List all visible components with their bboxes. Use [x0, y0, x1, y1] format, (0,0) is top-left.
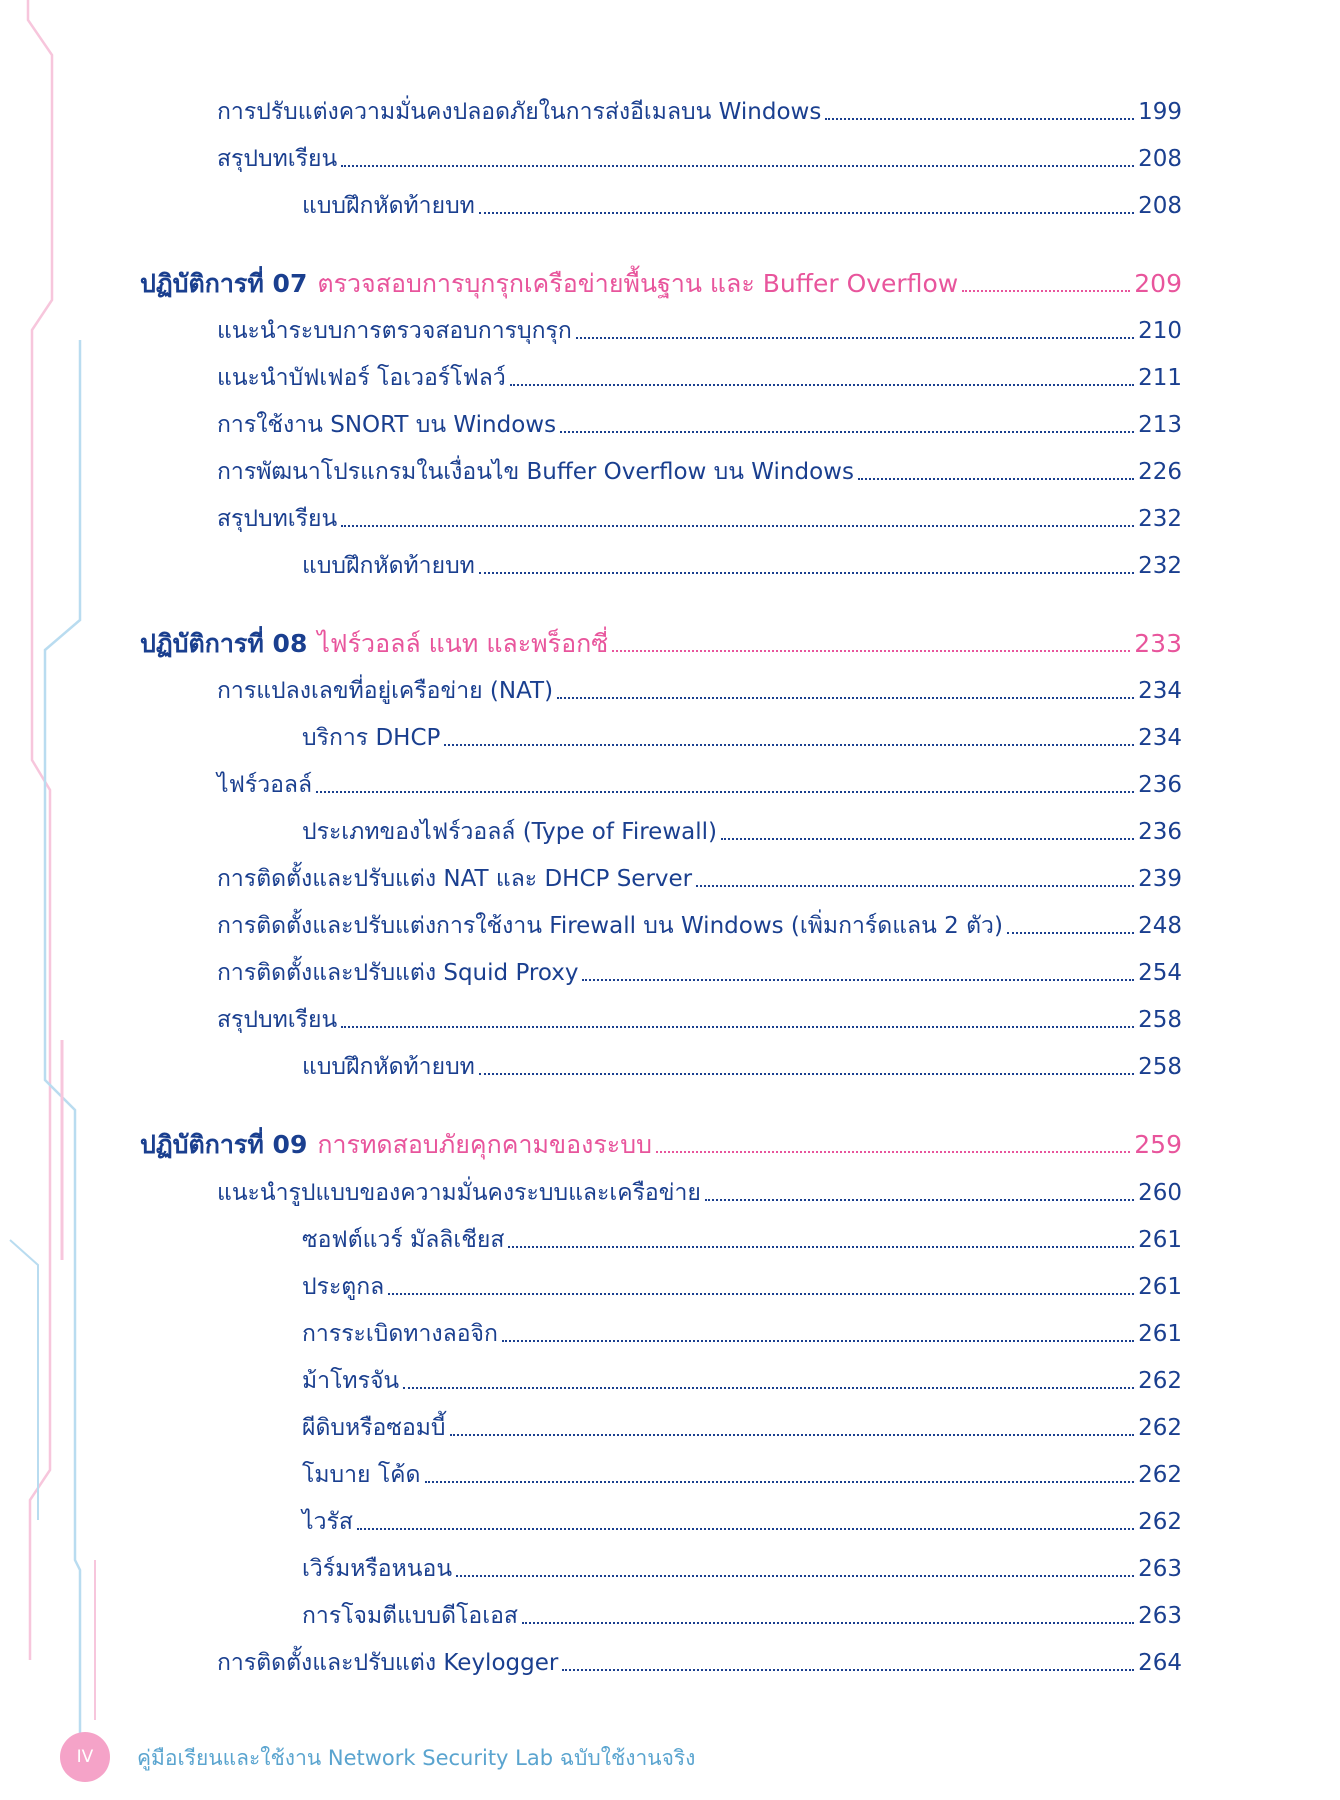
dot-leader — [696, 885, 1134, 887]
toc-entry-title: ไวรัส — [302, 1509, 353, 1535]
toc-page-number: 226 — [1138, 459, 1182, 485]
chapter-title: ตรวจสอบการบุกรุกเครือข่ายพื้นฐาน และ Buffer Overflow — [317, 269, 959, 298]
toc-entry — [217, 760, 1182, 800]
dot-leader — [316, 791, 1134, 793]
dot-leader — [562, 1669, 1134, 1671]
toc-entry-label — [217, 958, 578, 988]
toc-page-number: 258 — [1138, 1054, 1182, 1080]
toc-entry-title: แนะนำระบบการตรวจสอบการบุกรุก — [217, 318, 572, 344]
toc-chapter-heading — [140, 1120, 1182, 1160]
toc-entry-label — [302, 1554, 452, 1584]
toc-page-number: 232 — [1138, 506, 1182, 532]
toc-entry — [217, 87, 1182, 127]
toc-entry-title: การโจมตีแบบดีโอเอส — [302, 1603, 518, 1629]
toc-entry-label — [140, 1130, 652, 1160]
toc-entry — [302, 1544, 1182, 1584]
toc-entry-label — [302, 191, 475, 221]
toc-entry-label — [217, 316, 572, 346]
chapter-title: ไฟร์วอลล์ แนท และพร็อกซี่ — [317, 629, 609, 658]
dot-leader — [510, 384, 1134, 386]
toc-entry-label — [302, 1052, 475, 1082]
toc-page-number: 261 — [1138, 1321, 1182, 1347]
dot-leader — [612, 650, 1130, 652]
toc-page-number: 258 — [1138, 1007, 1182, 1033]
toc-entry-label — [217, 911, 1003, 941]
toc-entry-title: แบบฝึกหัดท้ายบท — [302, 553, 475, 579]
toc-entry-label — [302, 817, 717, 847]
toc-entry-label — [217, 144, 337, 174]
toc-entry-title: แบบฝึกหัดท้ายบท — [302, 193, 475, 219]
page-number-badge: IV — [60, 1732, 110, 1782]
toc-entry-label — [302, 1319, 498, 1349]
toc-entry-title: การติดตั้งและปรับแต่งการใช้งาน Firewall บน Windows (เพิ่มการ์ดแลน 2 ตัว) — [217, 913, 1003, 939]
toc-entry-label — [217, 676, 553, 706]
toc-entry-title: การใช้งาน SNORT บน Windows — [217, 412, 557, 438]
dot-leader — [341, 1026, 1134, 1028]
toc-entry-label — [217, 1005, 337, 1035]
toc-page-number: 262 — [1138, 1415, 1182, 1441]
dot-leader — [341, 165, 1134, 167]
toc-page-number: 239 — [1138, 866, 1182, 892]
dot-leader — [388, 1293, 1134, 1295]
toc-page-number: 261 — [1138, 1274, 1182, 1300]
dot-leader — [357, 1528, 1134, 1530]
toc-page-number: 254 — [1138, 960, 1182, 986]
toc-page-number: 233 — [1134, 629, 1182, 658]
toc-entry-title: แนะนำรูปแบบของความมั่นคงระบบและเครือข่าย — [217, 1180, 701, 1206]
dot-leader — [403, 1387, 1134, 1389]
toc-page-number: 210 — [1138, 318, 1182, 344]
toc-page-number: 232 — [1138, 553, 1182, 579]
dot-leader — [444, 744, 1134, 746]
toc-entry-title: ไฟร์วอลล์ — [217, 772, 313, 798]
toc-entry — [302, 1042, 1182, 1082]
toc-page-number: 259 — [1134, 1130, 1182, 1159]
toc-entry-label — [302, 1460, 421, 1490]
toc-entry-label — [302, 1507, 353, 1537]
toc-entry — [302, 807, 1182, 847]
toc-entry-title: แนะนำบัฟเฟอร์ โอเวอร์โฟลว์ — [217, 365, 506, 391]
toc-page-number: 208 — [1138, 193, 1182, 219]
toc-entry-label — [217, 504, 337, 534]
toc-entry-title: การพัฒนาโปรแกรมในเงื่อนไข Buffer Overflow บน Windows — [217, 459, 854, 485]
toc-entry — [302, 1215, 1182, 1255]
toc-entry-label — [217, 864, 692, 894]
toc-entry — [217, 948, 1182, 988]
toc-page-number: 264 — [1138, 1650, 1182, 1676]
toc-entry-title: ซอฟต์แวร์ มัลลิเชียส — [302, 1227, 505, 1253]
toc-entry-title: สรุปบทเรียน — [217, 146, 338, 172]
toc-entry-label — [302, 551, 475, 581]
toc-entry — [217, 854, 1182, 894]
dot-leader — [479, 572, 1134, 574]
toc-entry — [217, 353, 1182, 393]
toc-entry-label — [140, 629, 608, 659]
dot-leader — [1007, 932, 1134, 934]
toc-entry — [302, 1403, 1182, 1443]
toc-entry — [302, 1591, 1182, 1631]
toc-entry — [217, 306, 1182, 346]
toc-entry-label — [217, 1178, 701, 1208]
toc-entry-label — [217, 1648, 558, 1678]
dot-leader — [576, 337, 1134, 339]
dot-leader — [721, 838, 1134, 840]
toc-entry-label — [302, 1366, 399, 1396]
dot-leader — [557, 697, 1134, 699]
toc-page-number: 236 — [1138, 819, 1182, 845]
toc-page-number: 248 — [1138, 913, 1182, 939]
toc-page-number: 261 — [1138, 1227, 1182, 1253]
toc-entry-title: การปรับแต่งความมั่นคงปลอดภัยในการส่งอีเมลบน Windows — [217, 99, 822, 125]
toc-entry-label — [302, 1225, 504, 1255]
toc-entry — [302, 541, 1182, 581]
toc-page-number: 262 — [1138, 1368, 1182, 1394]
toc-entry-label — [302, 1272, 384, 1302]
toc-entry-label — [140, 269, 958, 299]
chapter-number: ปฏิบัติการที่ 09 — [140, 1130, 308, 1159]
toc-entry-title: บริการ DHCP — [302, 725, 441, 751]
dot-leader — [962, 290, 1130, 292]
dot-leader — [858, 478, 1134, 480]
toc-entry-title: เวิร์มหรือหนอน — [302, 1556, 453, 1582]
toc-entry-label — [302, 723, 440, 753]
toc-entry-title: โมบาย โค้ด — [302, 1462, 421, 1488]
toc-entry — [217, 447, 1182, 487]
dot-leader — [425, 1481, 1135, 1483]
toc-page-number: 263 — [1138, 1603, 1182, 1629]
dot-leader — [479, 212, 1134, 214]
dot-leader — [450, 1434, 1135, 1436]
toc-entry-title: ประตูกล — [302, 1274, 385, 1300]
toc-entry-label — [302, 1601, 518, 1631]
toc-page-number: 262 — [1138, 1509, 1182, 1535]
toc-page-number: 213 — [1138, 412, 1182, 438]
dot-leader — [582, 979, 1134, 981]
footer-book-title: คู่มือเรียนและใช้งาน Network Security Lab ฉบับใช้งานจริง — [137, 1746, 696, 1770]
toc-page-number: 263 — [1138, 1556, 1182, 1582]
toc-entry — [302, 1450, 1182, 1490]
toc-entry — [302, 713, 1182, 753]
dot-leader — [825, 118, 1134, 120]
dot-leader — [479, 1073, 1134, 1075]
toc-page-number: 234 — [1138, 725, 1182, 751]
dot-leader — [341, 525, 1134, 527]
toc-entry-title: สรุปบทเรียน — [217, 506, 338, 532]
toc-entry-title: การแปลงเลขที่อยู่เครือข่าย (NAT) — [217, 678, 554, 704]
toc-entry-label — [217, 410, 556, 440]
toc-page-number: 236 — [1138, 772, 1182, 798]
toc-entry — [302, 1309, 1182, 1349]
toc-entry — [217, 995, 1182, 1035]
toc-entry-label — [217, 363, 506, 393]
toc-entry — [302, 1262, 1182, 1302]
dot-leader — [508, 1246, 1134, 1248]
dot-leader — [456, 1575, 1134, 1577]
dot-leader — [705, 1199, 1134, 1201]
toc-entry — [302, 181, 1182, 221]
dot-leader — [502, 1340, 1134, 1342]
dot-leader — [656, 1151, 1130, 1153]
toc-entry-title: สรุปบทเรียน — [217, 1007, 338, 1033]
toc-entry-title: ม้าโทรจัน — [302, 1368, 400, 1394]
toc-page-number: 234 — [1138, 678, 1182, 704]
toc-page-number: 211 — [1138, 365, 1182, 391]
toc-chapter-heading — [140, 259, 1182, 299]
toc-entry — [217, 1168, 1182, 1208]
chapter-title: การทดสอบภัยคุกคามของระบบ — [317, 1130, 652, 1159]
chapter-number: ปฏิบัติการที่ 07 — [140, 269, 308, 298]
dot-leader — [560, 431, 1134, 433]
toc-entry-title: การระเบิดทางลอจิก — [302, 1321, 498, 1347]
toc-entry-title: การติดตั้งและปรับแต่ง NAT และ DHCP Server — [217, 866, 693, 892]
chapter-number: ปฏิบัติการที่ 08 — [140, 629, 308, 658]
toc-entry-label — [302, 1413, 446, 1443]
toc-entry-title: การติดตั้งและปรับแต่ง Keylogger — [217, 1650, 559, 1676]
toc-entry-title: ผีดิบหรือซอมบี้ — [302, 1415, 446, 1441]
dot-leader — [522, 1622, 1134, 1624]
toc-entry-label — [217, 770, 312, 800]
toc-page-number: 199 — [1138, 99, 1182, 125]
toc-entry-title: แบบฝึกหัดท้ายบท — [302, 1054, 475, 1080]
toc-entry — [217, 134, 1182, 174]
toc-entry — [217, 400, 1182, 440]
toc-page-number: 208 — [1138, 146, 1182, 172]
toc-entry-label — [217, 457, 854, 487]
toc-chapter-heading — [140, 619, 1182, 659]
toc-entry — [217, 1638, 1182, 1678]
toc-page-number: 260 — [1138, 1180, 1182, 1206]
toc-entry — [217, 901, 1182, 941]
toc-entry — [217, 666, 1182, 706]
toc-entry-label — [217, 97, 821, 127]
toc-entry-title: การติดตั้งและปรับแต่ง Squid Proxy — [217, 960, 579, 986]
toc-entry — [302, 1356, 1182, 1396]
toc-entry — [302, 1497, 1182, 1537]
toc-page-number: 209 — [1134, 269, 1182, 298]
toc-entry-title: ประเภทของไฟร์วอลล์ (Type of Firewall) — [302, 819, 717, 845]
toc-page-number: 262 — [1138, 1462, 1182, 1488]
toc-entry — [217, 494, 1182, 534]
